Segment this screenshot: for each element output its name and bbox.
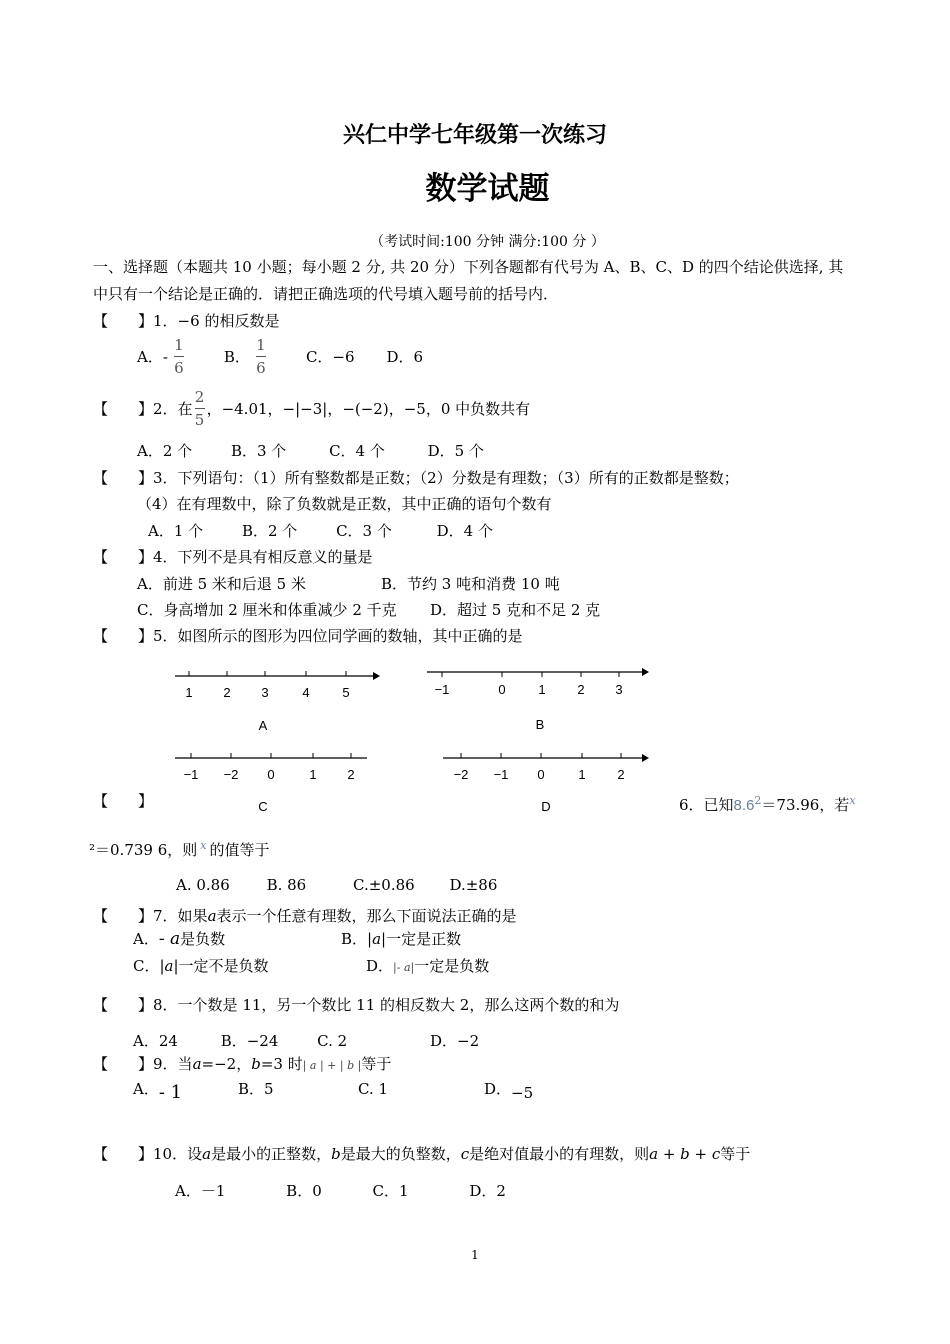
question-1	[93, 311, 279, 331]
question-6-stem-pre: 6．已知	[679, 796, 734, 814]
question-7-stem-post: 表示一个任意有理数，那么下面说法正确的是	[216, 907, 517, 925]
variable-b: b	[251, 1055, 261, 1073]
question-4	[93, 547, 373, 567]
tick-label: −1	[183, 767, 199, 782]
figure-label-b: B	[535, 717, 545, 732]
option-c: C．−6	[305, 347, 355, 366]
question-3	[93, 468, 739, 488]
exam-info: （考试时间:100 分钟 满分:100 分 ）	[370, 234, 605, 250]
tick-label: 2	[577, 682, 585, 697]
tick-label: 2	[617, 767, 625, 782]
question-7-option-a: A．- a是负数	[133, 929, 226, 949]
question-4-stem: 4．下列不是具有相反意义的量是	[153, 548, 373, 566]
option-d: D．2	[469, 1182, 506, 1200]
subject-title: 数学试题	[425, 171, 550, 207]
number-line-d	[443, 753, 649, 814]
option-d: D．−2	[429, 1032, 480, 1050]
option-b: B．	[223, 347, 250, 366]
tick-label: −1	[434, 682, 450, 697]
question-6-line2	[89, 836, 270, 860]
option-b: B. 86	[266, 876, 307, 894]
question-2-stem-pre: 2．在	[153, 399, 193, 418]
option-a: A．2 个	[137, 442, 193, 460]
question-4-option-c: C．身高增加 2 厘米和体重减少 2 千克	[137, 601, 397, 619]
question-2-options	[137, 441, 484, 461]
answer-bracket[interactable]: 【 】	[93, 312, 154, 330]
tick-label: 3	[261, 685, 269, 700]
question-7-option-d: D．|- a|一定是负数	[366, 957, 490, 975]
fraction: $\frac{1}{6}$	[256, 336, 266, 377]
option-a: A．－1	[175, 1182, 226, 1200]
tick-label: −2	[453, 767, 469, 782]
tick-label: 0	[498, 682, 506, 697]
option-b: B．3 个	[230, 442, 287, 460]
question-7-stem-pre: 7．如果	[153, 907, 208, 925]
tick-label: 5	[342, 685, 350, 700]
question-9-option-b: B．5	[238, 1080, 274, 1098]
tick-label: 1	[538, 682, 546, 697]
question-6-line2-pre: ²＝0.739 6，则	[89, 841, 198, 859]
question-4-option-b: B．节约 3 吨和消费 10 吨	[381, 575, 560, 593]
question-7-option-c: C．|a|一定不是负数	[133, 957, 269, 975]
tick-label: 1	[309, 767, 317, 782]
tick-label: 0	[537, 767, 545, 782]
question-2	[93, 388, 530, 429]
answer-bracket[interactable]: 【 】	[93, 469, 154, 487]
option-d: D．4 个	[436, 522, 493, 540]
question-6	[679, 791, 856, 816]
option-d: D．5 个	[427, 442, 484, 460]
question-4-option-a: A．前进 5 米和后退 5 米	[137, 575, 306, 593]
answer-bracket[interactable]: 【 】	[93, 548, 154, 566]
tick-label: 2	[223, 685, 231, 700]
question-8	[93, 995, 619, 1015]
variable-a: a	[192, 1055, 202, 1073]
option-a: A．24	[133, 1032, 178, 1050]
option-c: C. 2	[317, 1032, 348, 1050]
question-3-stem-2: （4）在有理数中，除了负数就是正数，其中正确的语句个数有	[137, 495, 552, 513]
answer-bracket[interactable]: 【 】	[93, 399, 154, 418]
question-8-options	[133, 1031, 479, 1051]
question-5	[93, 626, 523, 646]
variable-a: a	[207, 907, 217, 925]
question-1-stem: 1．−6 的相反数是	[153, 312, 280, 330]
tick-label: 3	[615, 682, 623, 697]
option-a: A．1 个	[148, 522, 204, 540]
question-8-stem: 8．一个数是 11，另一个数比 11 的相反数大 2，那么这两个数的和为	[153, 996, 620, 1014]
fraction: $\frac{2}{5}$	[194, 388, 205, 429]
section-intro-line1: 一、选择题（本题共 10 小题；每小题 2 分, 共 20 分）下列各题都有代号为 A、B、C、D 的四个结论供选择, 其	[93, 258, 844, 276]
value: −5	[511, 1084, 534, 1102]
expression: a + b + c	[649, 1145, 721, 1163]
question-3-options	[148, 521, 493, 541]
question-5-stem: 5．如图所示的图形为四位同学画的数轴，其中正确的是	[153, 627, 523, 645]
figure-label-a: A	[258, 718, 268, 733]
option-c: C.±0.86	[353, 876, 415, 894]
option-a: A．-	[137, 347, 168, 366]
tick-label: 0	[267, 767, 275, 782]
section-intro-line2: 中只有一个结论是正确的．请把正确选项的代号填入题号前的括号内．	[93, 285, 559, 303]
question-1-options	[137, 336, 423, 377]
question-7	[93, 906, 517, 926]
tick-label: 2	[347, 767, 355, 782]
variable-x: x	[200, 839, 207, 852]
tick-label: −1	[493, 767, 509, 782]
option-c: C．1	[372, 1182, 409, 1200]
answer-bracket[interactable]: 【 】	[93, 1145, 154, 1163]
question-6-options	[176, 875, 497, 895]
expression: |- a|	[393, 961, 415, 974]
question-2-stem-post: ，−4.01，−|−3|，−(−2)，−5，0 中负数共有	[206, 399, 531, 418]
tick-label: 1	[185, 685, 193, 700]
option-b: B．0	[286, 1182, 322, 1200]
question-7-option-b: B．|a|一定是正数	[341, 930, 462, 948]
question-6-line2-post: 的值等于	[209, 841, 270, 859]
option-d: D．6	[386, 347, 424, 366]
option-c: C．3 个	[336, 522, 392, 540]
option-b: B．−24	[220, 1032, 279, 1050]
option-c: C．4 个	[329, 442, 385, 460]
expression: |a|	[367, 930, 387, 948]
answer-bracket[interactable]: 【 】	[93, 907, 154, 925]
question-3-stem-1: 3．下列语句：（1）所有整数都是正数；（2）分数是有理数；（3）所有的正数都是整数；	[153, 469, 739, 487]
option-b: B．2 个	[241, 522, 298, 540]
question-4-option-d: D．超过 5 克和不足 2 克	[430, 601, 601, 619]
option-a: A. 0.86	[176, 876, 230, 894]
question-10-options	[175, 1181, 506, 1201]
value: - 1	[158, 1082, 183, 1103]
option-d: D.±86	[449, 876, 498, 894]
expression: |a|	[159, 957, 179, 975]
question-6-stem-mid: ＝73.96，若	[761, 796, 850, 814]
question-9-option-c: C. 1	[358, 1080, 389, 1098]
number-line-c	[175, 753, 367, 814]
question-9-option-a: A．- 1	[133, 1080, 183, 1103]
number-line-a	[175, 671, 380, 733]
question-9-option-d: D．−5	[484, 1080, 534, 1102]
question-10: 【 】10．设a是最小的正整数，b是最大的负整数，c是绝对值最小的有理数，则a + b + c等于	[93, 1145, 751, 1163]
figure-label-d: D	[541, 799, 551, 814]
question-9: 【 】9．当a=−2，b=3 时| a | + | b |等于	[93, 1055, 392, 1073]
number-line-b	[427, 668, 649, 732]
tick-label: −2	[223, 767, 239, 782]
page-title: 兴仁中学七年级第一次练习	[342, 123, 607, 148]
variable-x: x	[849, 794, 856, 807]
figure-label-c: C	[258, 799, 268, 814]
tick-label: 4	[302, 685, 310, 700]
expression: | a | + | b |	[302, 1059, 362, 1072]
expression: - a	[158, 929, 181, 949]
fraction: $\frac{1}{6}$	[174, 336, 184, 377]
page-number: 1	[471, 1248, 479, 1262]
answer-bracket[interactable]: 【 】	[93, 792, 154, 810]
power-base: 8.6	[733, 797, 755, 814]
power-exponent: 2	[754, 794, 762, 807]
answer-bracket[interactable]: 【 】	[93, 1055, 154, 1073]
answer-bracket[interactable]: 【 】	[93, 627, 154, 645]
tick-label: 1	[578, 767, 586, 782]
answer-bracket[interactable]: 【 】	[93, 996, 154, 1014]
